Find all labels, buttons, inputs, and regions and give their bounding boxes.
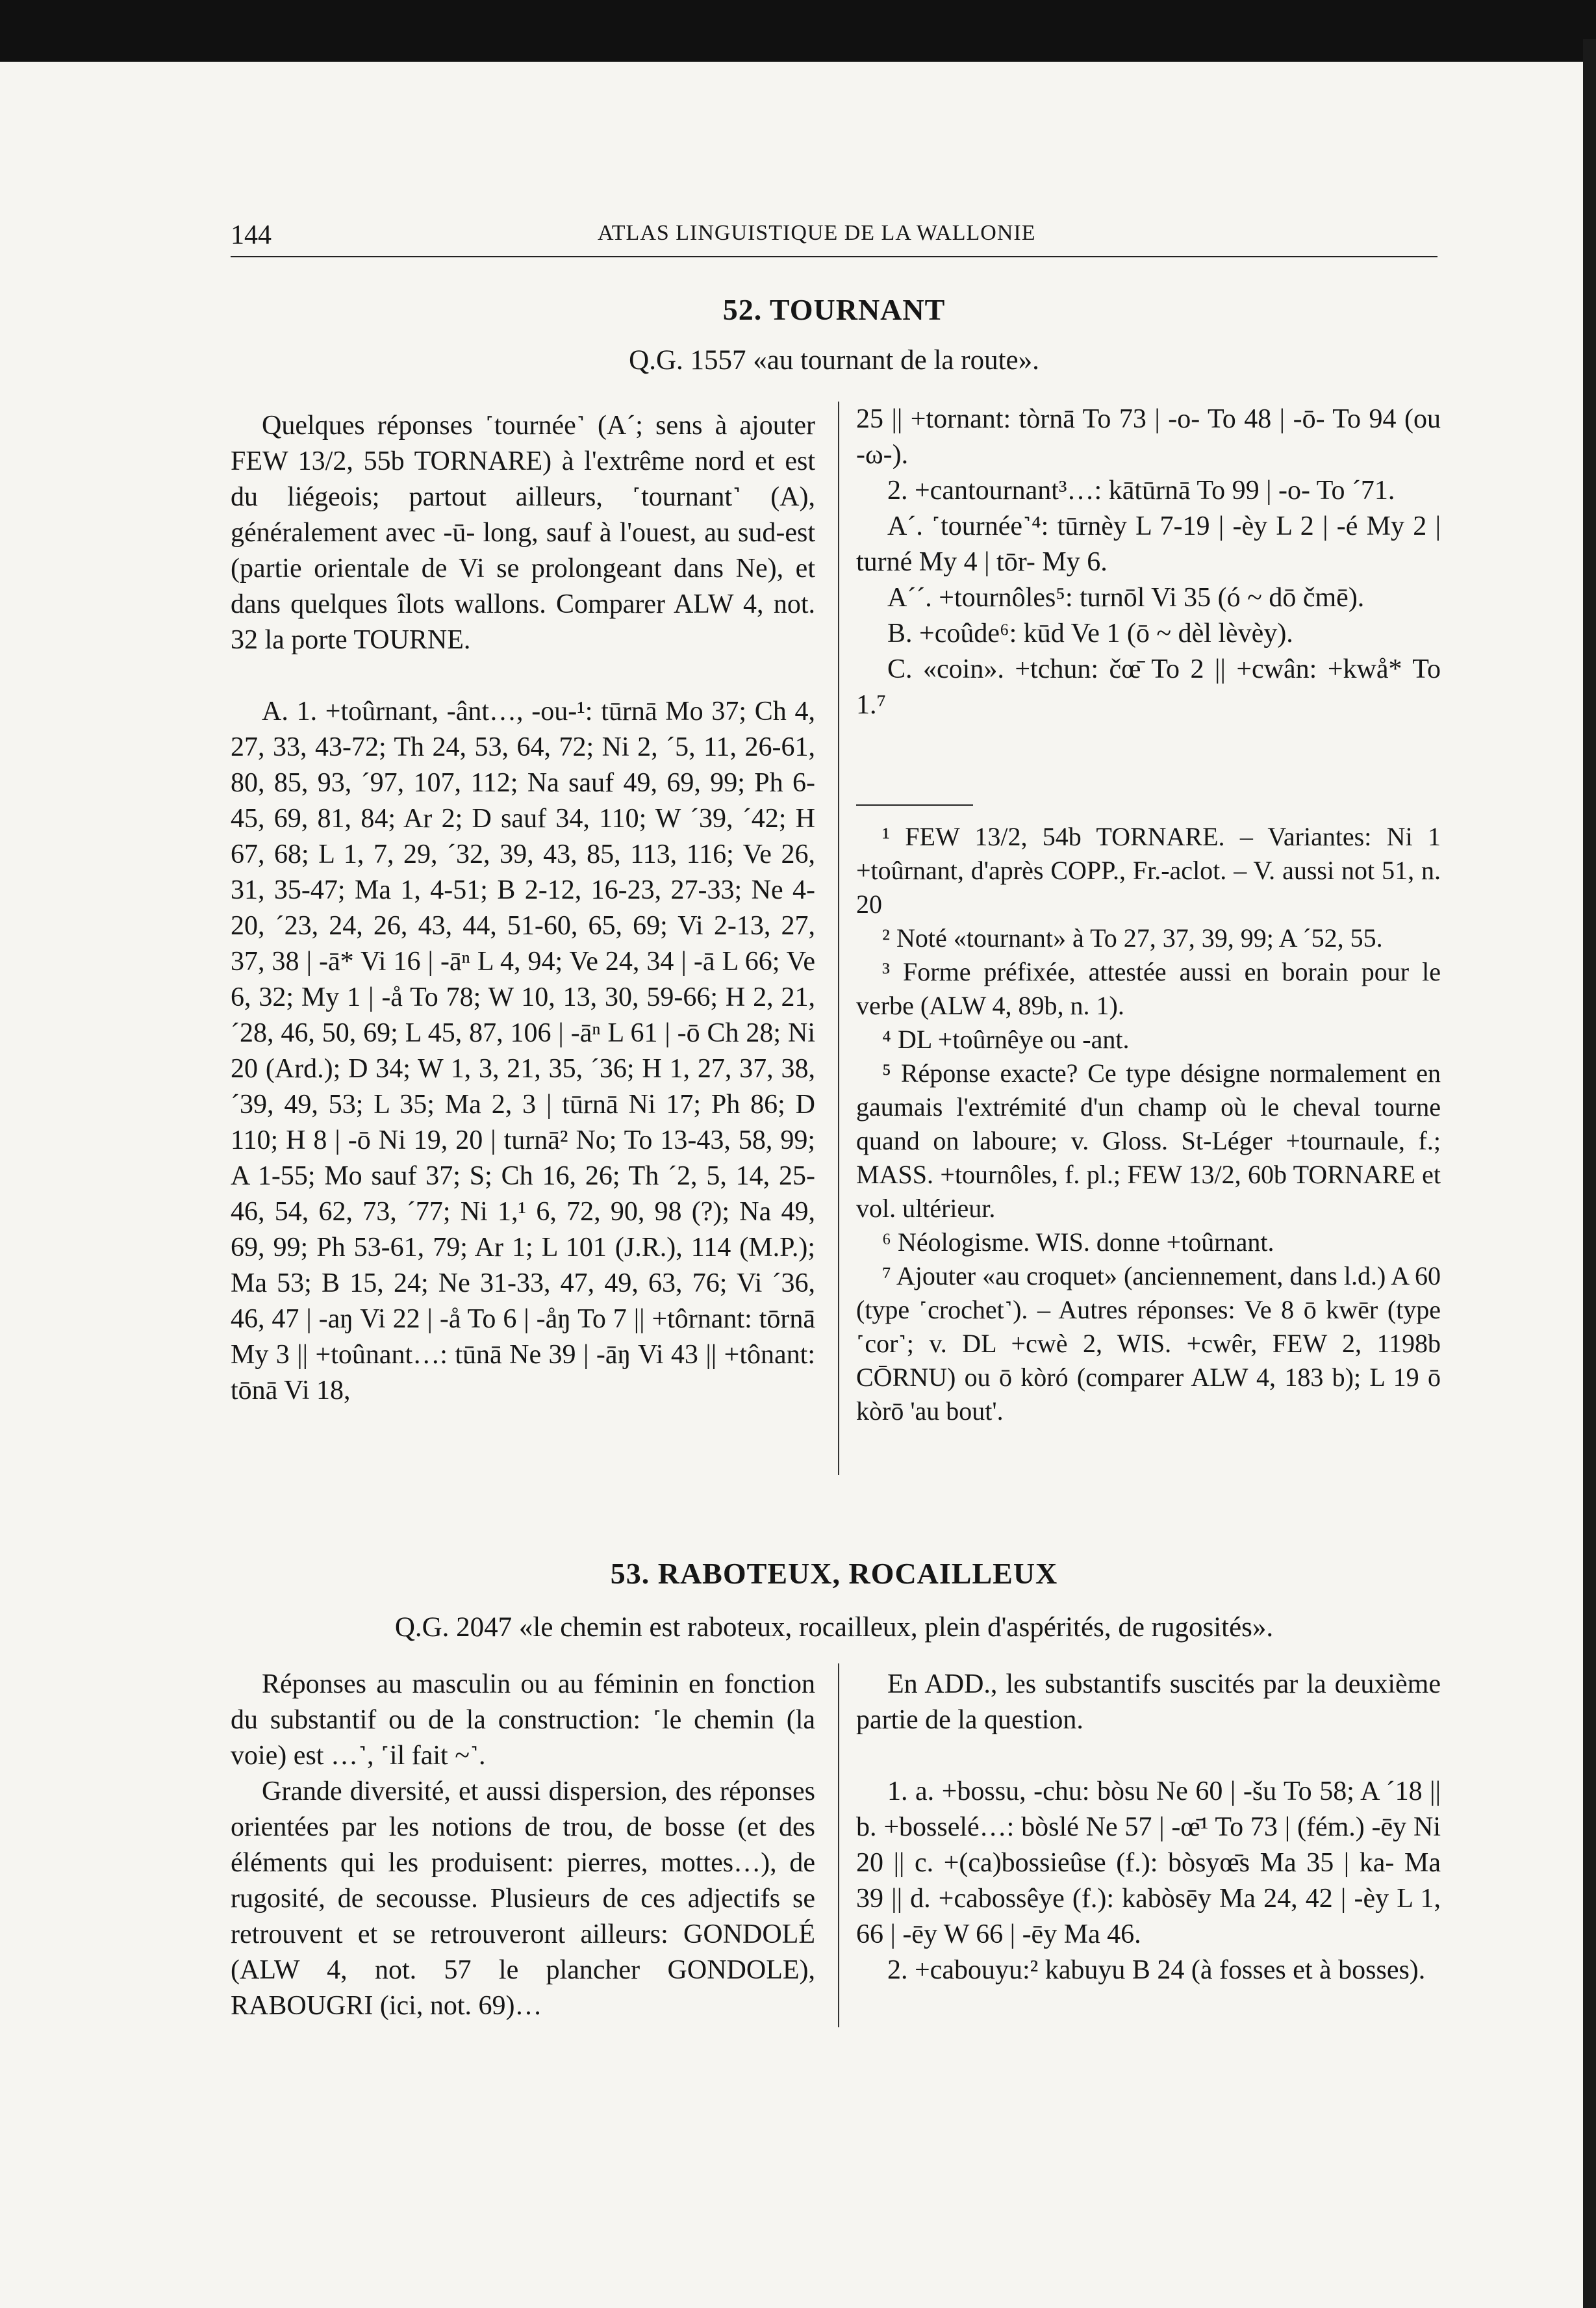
footnote: ⁴ DL +toûrnêye ou -ant. bbox=[882, 1025, 1130, 1054]
paragraph: 25 || +tornant: tòrnā To 73 | -o- To 48 | -ō- To 94 (ou -ω-). bbox=[856, 404, 1441, 470]
section-53-title: 53. RABOTEUX, ROCAILLEUX bbox=[610, 1557, 1058, 1590]
header-rule bbox=[231, 256, 1438, 257]
paragraph: 1. a. +bossu, -chu: bòsu Ne 60 | -šu To 58; A ´18 || b. +bosselé…: bòslé Ne 57 | -œ̄¹ To 73 | (fém.) -ēy Ni 20 || c. +(ca)bossieûse (f.): bòsyœ̄s Ma 35 | ka- Ma 39 || d. +cabossêye (f.): kabòsēy Ma 24, 42 | -èy L 1, 66 | -ēy W 66 | -ēy Ma 46. bbox=[856, 1776, 1441, 1949]
section-52-footnotes bbox=[856, 820, 1441, 1428]
footnote: ⁵ Réponse exacte? Ce type désigne normalement en gaumais l'extrémité d'un champ où le cheval tourne quand on laboure; v. Gloss. St-Léger +tournaule, f.; MASS. +tournôles, f. pl.; FEW 13/2, 60b TORNARE et vol. ultérieur. bbox=[856, 1058, 1441, 1223]
section-53-left-column bbox=[231, 1667, 815, 2024]
section-52-question: Q.G. 1557 «au tournant de la route». bbox=[629, 345, 1039, 376]
paragraph: 2. +cantournant³…: kātūrnā To 99 | -o- To ´71. bbox=[887, 476, 1395, 506]
footnote-rule bbox=[856, 804, 973, 806]
section-52-title: 52. TOURNANT bbox=[722, 293, 946, 326]
scan-border-top bbox=[0, 0, 1596, 62]
paragraph: Grande diversité, et aussi dispersion, des réponses orientées par les notions de trou, de bosse (et des éléments qui les produisent: pierres, mottes…), de rugosité, de secousse. Plusieurs de ces adjectifs se retrouvent et se retrouveront ailleurs: GONDOLÉ (ALW 4, not. 57 le plancher GONDOLE), RABOUGRI (ici, not. 69)… bbox=[231, 1776, 815, 2021]
footnote: ⁷ Ajouter «au croquet» (anciennement, dans l.d.) A 60 (type ˹crochet˺). – Autres réponses: Ve 8 ō kwēr (type ˹cor˺; v. DL +cwè 2, WIS. +cwêr, FEW 2, 1198b CŌRNU) ou ō kòró (comparer ALW 4, 183 b); L 19 ō kòrō 'au bout'. bbox=[856, 1261, 1441, 1426]
running-title: ATLAS LINGUISTIQUE DE LA WALLONIE bbox=[598, 221, 1036, 245]
section-53-question: Q.G. 2047 «le chemin est raboteux, rocailleux, plein d'aspérités, de rugosités». bbox=[394, 1612, 1274, 1643]
paragraph: En ADD., les substantifs suscités par la deuxième partie de la question. bbox=[856, 1669, 1441, 1735]
footnote: ² Noté «tournant» à To 27, 37, 39, 99; A ´52, 55. bbox=[882, 923, 1383, 953]
paragraph: A´´. +tournôles⁵: turnōl Vi 35 (ó ~ dō čmē). bbox=[887, 583, 1365, 613]
scan-border-right bbox=[1583, 39, 1596, 2308]
paragraph: Réponses au masculin ou au féminin en fonction du substantif ou de la construction: ˹le chemin (la voie) est …˺, ˹il fait ~˺. bbox=[231, 1669, 815, 1771]
footnote: ⁶ Néologisme. WIS. donne +toûrnant. bbox=[882, 1227, 1274, 1257]
section-52-left-column bbox=[231, 408, 815, 1409]
paragraph: B. +coûde⁶: kūd Ve 1 (ō ~ dèl lèvèy). bbox=[887, 619, 1293, 648]
footnote: ¹ FEW 13/2, 54b TORNARE. – Variantes: Ni 1 +toûrnant, d'après COPP., Fr.-aclot. – V. aussi not 51, n. 20 bbox=[856, 822, 1441, 919]
section-52-right-column bbox=[856, 402, 1441, 723]
column-divider bbox=[838, 402, 839, 1475]
paragraph: Quelques réponses ˹tournée˺ (A´; sens à ajouter FEW 13/2, 55b TORNARE) à l'extrême nord et est du liégeois; partout ailleurs, ˹tournant˺ (A), généralement avec -ū- long, sauf à l'ouest, au sud-est (partie orientale de Vi se prolongeant dans Ne), et dans quelques îlots wallons. Comparer ALW 4, not. 32 la porte TOURNE. bbox=[231, 411, 815, 655]
page-number: 144 bbox=[231, 220, 272, 250]
footnote: ³ Forme préfixée, attestée aussi en borain pour le verbe (ALW 4, 89b, n. 1). bbox=[856, 957, 1441, 1020]
column-divider bbox=[838, 1663, 839, 2027]
paragraph: 2. +cabouyu:² kabuyu B 24 (à fosses et à bosses). bbox=[887, 1955, 1426, 1985]
paragraph: A´. ˹tournée˺⁴: tūrnèy L 7-19 | -èy L 2 | -é My 2 | turné My 4 | tōr- My 6. bbox=[856, 511, 1441, 577]
paragraph: A. 1. +toûrnant, -ânt…, -ou-¹: tūrnā Mo 37; Ch 4, 27, 33, 43-72; Th 24, 53, 64, 72; Ni 2, ´5, 11, 26-61, 80, 85, 93, ´97, 107, 112; Na sauf 49, 69, 99; Ph 6-45, 69, 81, 84; Ar 2; D sauf 34, 110; W ´39, ´42; H 67, 68; L 1, 7, 29, ´32, 39, 43, 85, 113, 116; Ve 26, 31, 35-47; Ma 1, 4-51; B 2-12, 16-23, 27-33; Ne 4-20, ´23, 24, 26, 43, 44, 51-60, 65, 69; Vi 2-13, 27, 37, 38 | -ā* Vi 16 | -āⁿ L 4, 94; Ve 24, 34 | -ā L 66; Ve 6, 32; My 1 | -å To 78; W 10, 13, 30, 59-66; H 2, 21, ´28, 46, 50, 69; L 45, 87, 106 | -āⁿ L 61 | -ō Ch 28; Ni 20 (Ard.); D 34; W 1, 3, 21, 35, ´36; H 1, 27, 37, 38, ´39, 49, 53; L 35; Ma 2, 3 | tūrnā Ni 17; Ph 86; D 110; H 8 | -ō Ni 19, 20 | turnā² No; To 13-43, 58, 99; A 1-55; Mo sauf 37; S; Ch 16, 26; Th ´2, 5, 14, 25-46, 54, 62, 73, ´77; Ni 1,¹ 6, 72, 90, 98 (?); Na 49, 69, 99; Ph 53-61, 79; Ar 1; L 101 (J.R.), 114 (M.P.); Ma 53; B 15, 24; Ne 31-33, 47, 49, 63, 76; Vi ´36, 46, 47 | -aŋ Vi 22 | -å To 6 | -åŋ To 7 || +tôrnant: tōrnā My 3 || +toûnant…: tūnā Ne 39 | -āŋ Vi 43 || +tônant: tōnā Vi 18, bbox=[231, 697, 815, 1405]
paragraph: C. «coin». +tchun: čœ̄ To 2 || +cwân: +kwå* To 1.⁷ bbox=[856, 654, 1441, 720]
section-53-right-column bbox=[856, 1667, 1441, 1988]
